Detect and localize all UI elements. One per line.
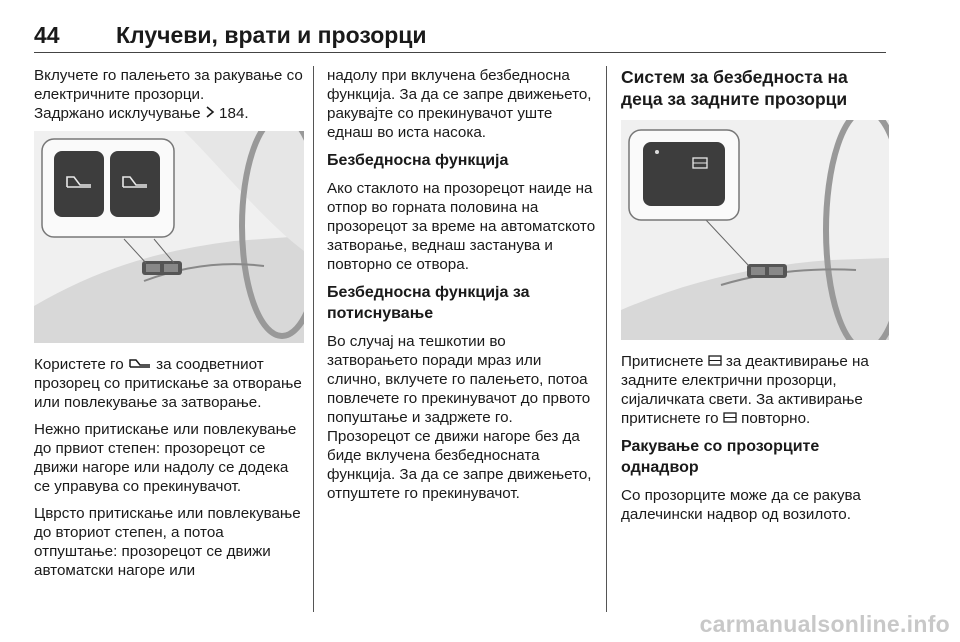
- window-switch-icon: [128, 355, 152, 374]
- watermark: carmanualsonline.info: [699, 611, 950, 637]
- window-switch-illustration: [34, 131, 304, 343]
- intro-paragraph: [34, 66, 304, 123]
- use-switch-paragraph: [34, 355, 304, 412]
- intro-text: Вклучете го палењето за ракување со електричните прозорци.: [34, 67, 303, 103]
- external-operation-heading: Ракување со прозорците однадвор: [621, 438, 820, 476]
- running-title: Клучеви, врати и прозорци: [116, 22, 427, 48]
- use-switch-text: Користете го: [34, 356, 124, 373]
- page-reference-link[interactable]: 184.: [219, 105, 249, 122]
- child-lock-text: Притиснете: [621, 353, 704, 370]
- safety-override-heading: Безбедносна функција за потиснување: [327, 284, 530, 322]
- gentle-press-paragraph: Нежно притискање или повлекување до првиот степен: прозорецот се движи нагоре или надолу се додека се управува со прекинувачот.: [34, 421, 297, 495]
- page-ref-arrow-icon: [205, 104, 215, 123]
- child-lock-illustration: [621, 120, 889, 340]
- column-1: [34, 66, 304, 588]
- child-lock-icon: [723, 409, 737, 428]
- child-safety-heading: Систем за безбедноста на деца за задните прозорци: [621, 67, 848, 109]
- safety-function-heading: Безбедносна функција: [327, 152, 509, 169]
- child-lock-text-2: за деактивирање на задните електрични прозорци, сијаличката свети. За активирање притиснете го: [621, 353, 869, 427]
- column-divider: [606, 66, 607, 612]
- retained-power-text: Задржано исклучување: [34, 105, 201, 122]
- child-lock-text-3: повторно.: [741, 410, 811, 427]
- firm-press-paragraph: Цврсто притискање или повлекување до вториот степен, а потоа отпуштање: прозорецот се движи автоматски нагоре или: [34, 505, 301, 579]
- page-number: 44: [34, 22, 60, 48]
- child-lock-paragraph: [621, 352, 889, 428]
- continue-paragraph: надолу при вклучена безбедносна функција. За да се запре движењето, ракувајте со прекинувачот уште еднаш во иста насока.: [327, 67, 592, 141]
- column-2: [327, 66, 599, 511]
- use-switch-text-2: за соодветниот прозорец со притискање за отворање или повлекување за затворање.: [34, 356, 302, 411]
- child-lock-icon: [708, 352, 722, 371]
- safety-override-paragraph: Во случај на тешкотии во затворањето поради мраз или слично, вклучете го палењето, потоа повлечете го прекинувачот до првото попуштање и задржете го. Прозорецот се движи нагоре без да биде вклучена безбедносната функција. За да се запре движењето, отпуштете го прекинувачот.: [327, 333, 592, 502]
- external-operation-paragraph: Со прозорците може да се ракува далечински надвор од возилото.: [621, 487, 861, 523]
- page-header: [34, 22, 886, 53]
- column-3: [621, 66, 889, 532]
- safety-function-paragraph: Ако стаклото на прозорецот наиде на отпор во горната половина на прозорецот за време на автоматското затворање, веднаш застанува и повторно се отвора.: [327, 180, 596, 273]
- column-divider: [313, 66, 314, 612]
